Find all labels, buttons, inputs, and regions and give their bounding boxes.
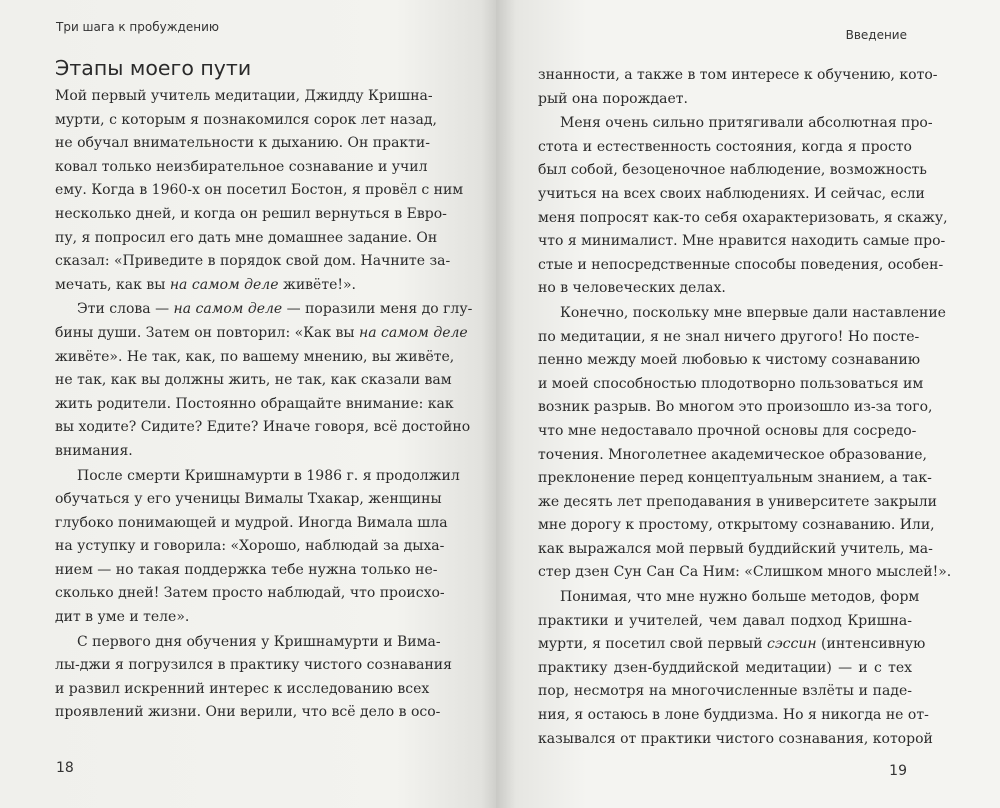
text-line: нием — но такая поддержка тебе нужна только не- bbox=[55, 561, 438, 578]
text-line: и развил искренний интерес к исследованию всех bbox=[55, 680, 430, 697]
text-line: проявлений жизни. Они верили, что всё дело в осо- bbox=[55, 704, 441, 721]
text-line: С первого дня обучения у Кришнамурти и Вима- bbox=[77, 633, 441, 650]
text-line: ковал только неизбирательное сознавание и учил bbox=[55, 158, 428, 175]
text-line: пор, несмотря на многочисленные взлёты и паде- bbox=[538, 683, 912, 700]
text-line: дит в уме и теле». bbox=[55, 609, 190, 626]
text-line: знанности, а также в том интересе к обучению, кото- bbox=[538, 67, 938, 83]
text-line: бины души. Затем он повторил: «Как вы на самом деле bbox=[55, 324, 468, 341]
text-line: стота и естественность состояния, когда я просто bbox=[538, 138, 912, 155]
text-line: ему. Когда в 1960-х он посетил Бостон, я провёл с ним bbox=[55, 182, 464, 199]
text-line: практику дзен-буддийской медитации) — и с тех bbox=[538, 659, 912, 676]
text-line: сказал: «Приведите в порядок свой дом. Начните за- bbox=[55, 253, 451, 270]
text-line: и моей способностью плодотворно пользоваться им bbox=[538, 375, 924, 392]
text-line: глубоко понимающей и мудрой. Иногда Вимала шла bbox=[55, 514, 448, 531]
text-line: пенно между моей любовью к чистому сознаванию bbox=[538, 352, 921, 369]
text-line: сколько дней! Затем просто наблюдай, что происхо- bbox=[55, 585, 445, 602]
text-line: был собой, безоценочное наблюдение, возможность bbox=[538, 162, 927, 179]
text-line: не так, как вы должны жить, не так, как сказали вам bbox=[55, 372, 452, 389]
text-line: что я минималист. Мне нравится находить самые про- bbox=[538, 233, 946, 250]
text-line: Понимая, что мне нужно больше методов, форм bbox=[560, 589, 920, 606]
running-head-left: Три шага к пробуждению bbox=[56, 20, 219, 34]
text-line: как выражался мой первый буддийский учитель, ма- bbox=[538, 540, 933, 557]
right-page bbox=[496, 0, 1000, 808]
page-number-left: 18 bbox=[56, 760, 74, 776]
text-line: После смерти Кришнамурти в 1986 г. я продолжил bbox=[77, 467, 460, 484]
left-page-text bbox=[55, 85, 473, 725]
text-line: мечать, как вы на самом деле живёте!». bbox=[55, 276, 356, 293]
text-line: практики и учителей, чем давал подход Кришна- bbox=[538, 612, 912, 629]
text-line: Мой первый учитель медитации, Джидду Кришна- bbox=[55, 88, 433, 104]
text-line: жить родители. Постоянно обращайте внимание: как bbox=[55, 395, 454, 412]
text-line: мурти, с которым я познакомился сорок лет назад, bbox=[55, 111, 437, 128]
text-line: точения. Многолетнее академическое образование, bbox=[538, 446, 927, 463]
text-line: Конечно, поскольку мне впервые дали наставление bbox=[560, 304, 946, 321]
text-line: что мне недоставало прочной основы для сосредо- bbox=[538, 422, 917, 439]
text-line: рый она порождает. bbox=[538, 90, 688, 107]
right-page-text bbox=[538, 64, 952, 751]
text-line: по медитации, я не знал ничего другого! Но посте- bbox=[538, 328, 920, 345]
running-head-right: Введение bbox=[845, 28, 907, 42]
text-line: Эти слова — на самом деле — поразили меня до глу- bbox=[77, 301, 473, 318]
text-line: мне дорогу к простому, открытому сознаванию. Или, bbox=[538, 517, 935, 534]
text-line: на уступку и говорила: «Хорошо, наблюдай за дыха- bbox=[55, 538, 445, 555]
text-line: возник разрыв. Во многом это произошло из-за того, bbox=[538, 399, 933, 416]
text-line: внимания. bbox=[55, 442, 133, 459]
text-line: Меня очень сильно притягивали абсолютная про- bbox=[560, 115, 933, 132]
chapter-title: Этапы моего пути bbox=[55, 56, 252, 80]
text-line: учиться на всех своих наблюдениях. И сейчас, если bbox=[538, 185, 925, 202]
text-line: обучаться у его ученицы Вималы Тхакар, женщины bbox=[55, 491, 442, 508]
text-line: не обучал внимательности к дыханию. Он практи- bbox=[55, 135, 430, 152]
text-line: пу, я попросил его дать мне домашнее задание. Он bbox=[55, 229, 438, 246]
text-line: казывался от практики чистого сознавания, которой bbox=[538, 730, 933, 747]
text-line: лы-джи я погрузился в практику чистого сознавания bbox=[55, 657, 452, 674]
text-line: стер дзен Сун Сан Са Ним: «Слишком много мыслей!». bbox=[538, 564, 952, 581]
text-line: мурти, я посетил свой первый сэссин (интенсивную bbox=[538, 636, 926, 653]
text-line: же десять лет преподавания в университете закрыли bbox=[538, 493, 937, 510]
text-line: ния, я остаюсь в лоне буддизма. Но я никогда не от- bbox=[538, 707, 929, 724]
left-page bbox=[0, 0, 496, 808]
text-line: но в человеческих делах. bbox=[538, 280, 726, 297]
text-line: вы ходите? Сидите? Едите? Иначе говоря, всё достойно bbox=[55, 419, 471, 436]
text-line: преклонение перед концептуальным знанием, а так- bbox=[538, 470, 932, 487]
text-line: живёте». Не так, как, по вашему мнению, вы живёте, bbox=[55, 348, 455, 365]
text-line: стые и непосредственные способы поведения, особен- bbox=[538, 256, 944, 273]
page-number-right: 19 bbox=[889, 763, 907, 779]
text-line: меня попросят как-то себя охарактеризовать, я скажу, bbox=[538, 209, 948, 226]
text-line: несколько дней, и когда он решил вернуться в Евро- bbox=[55, 205, 447, 222]
